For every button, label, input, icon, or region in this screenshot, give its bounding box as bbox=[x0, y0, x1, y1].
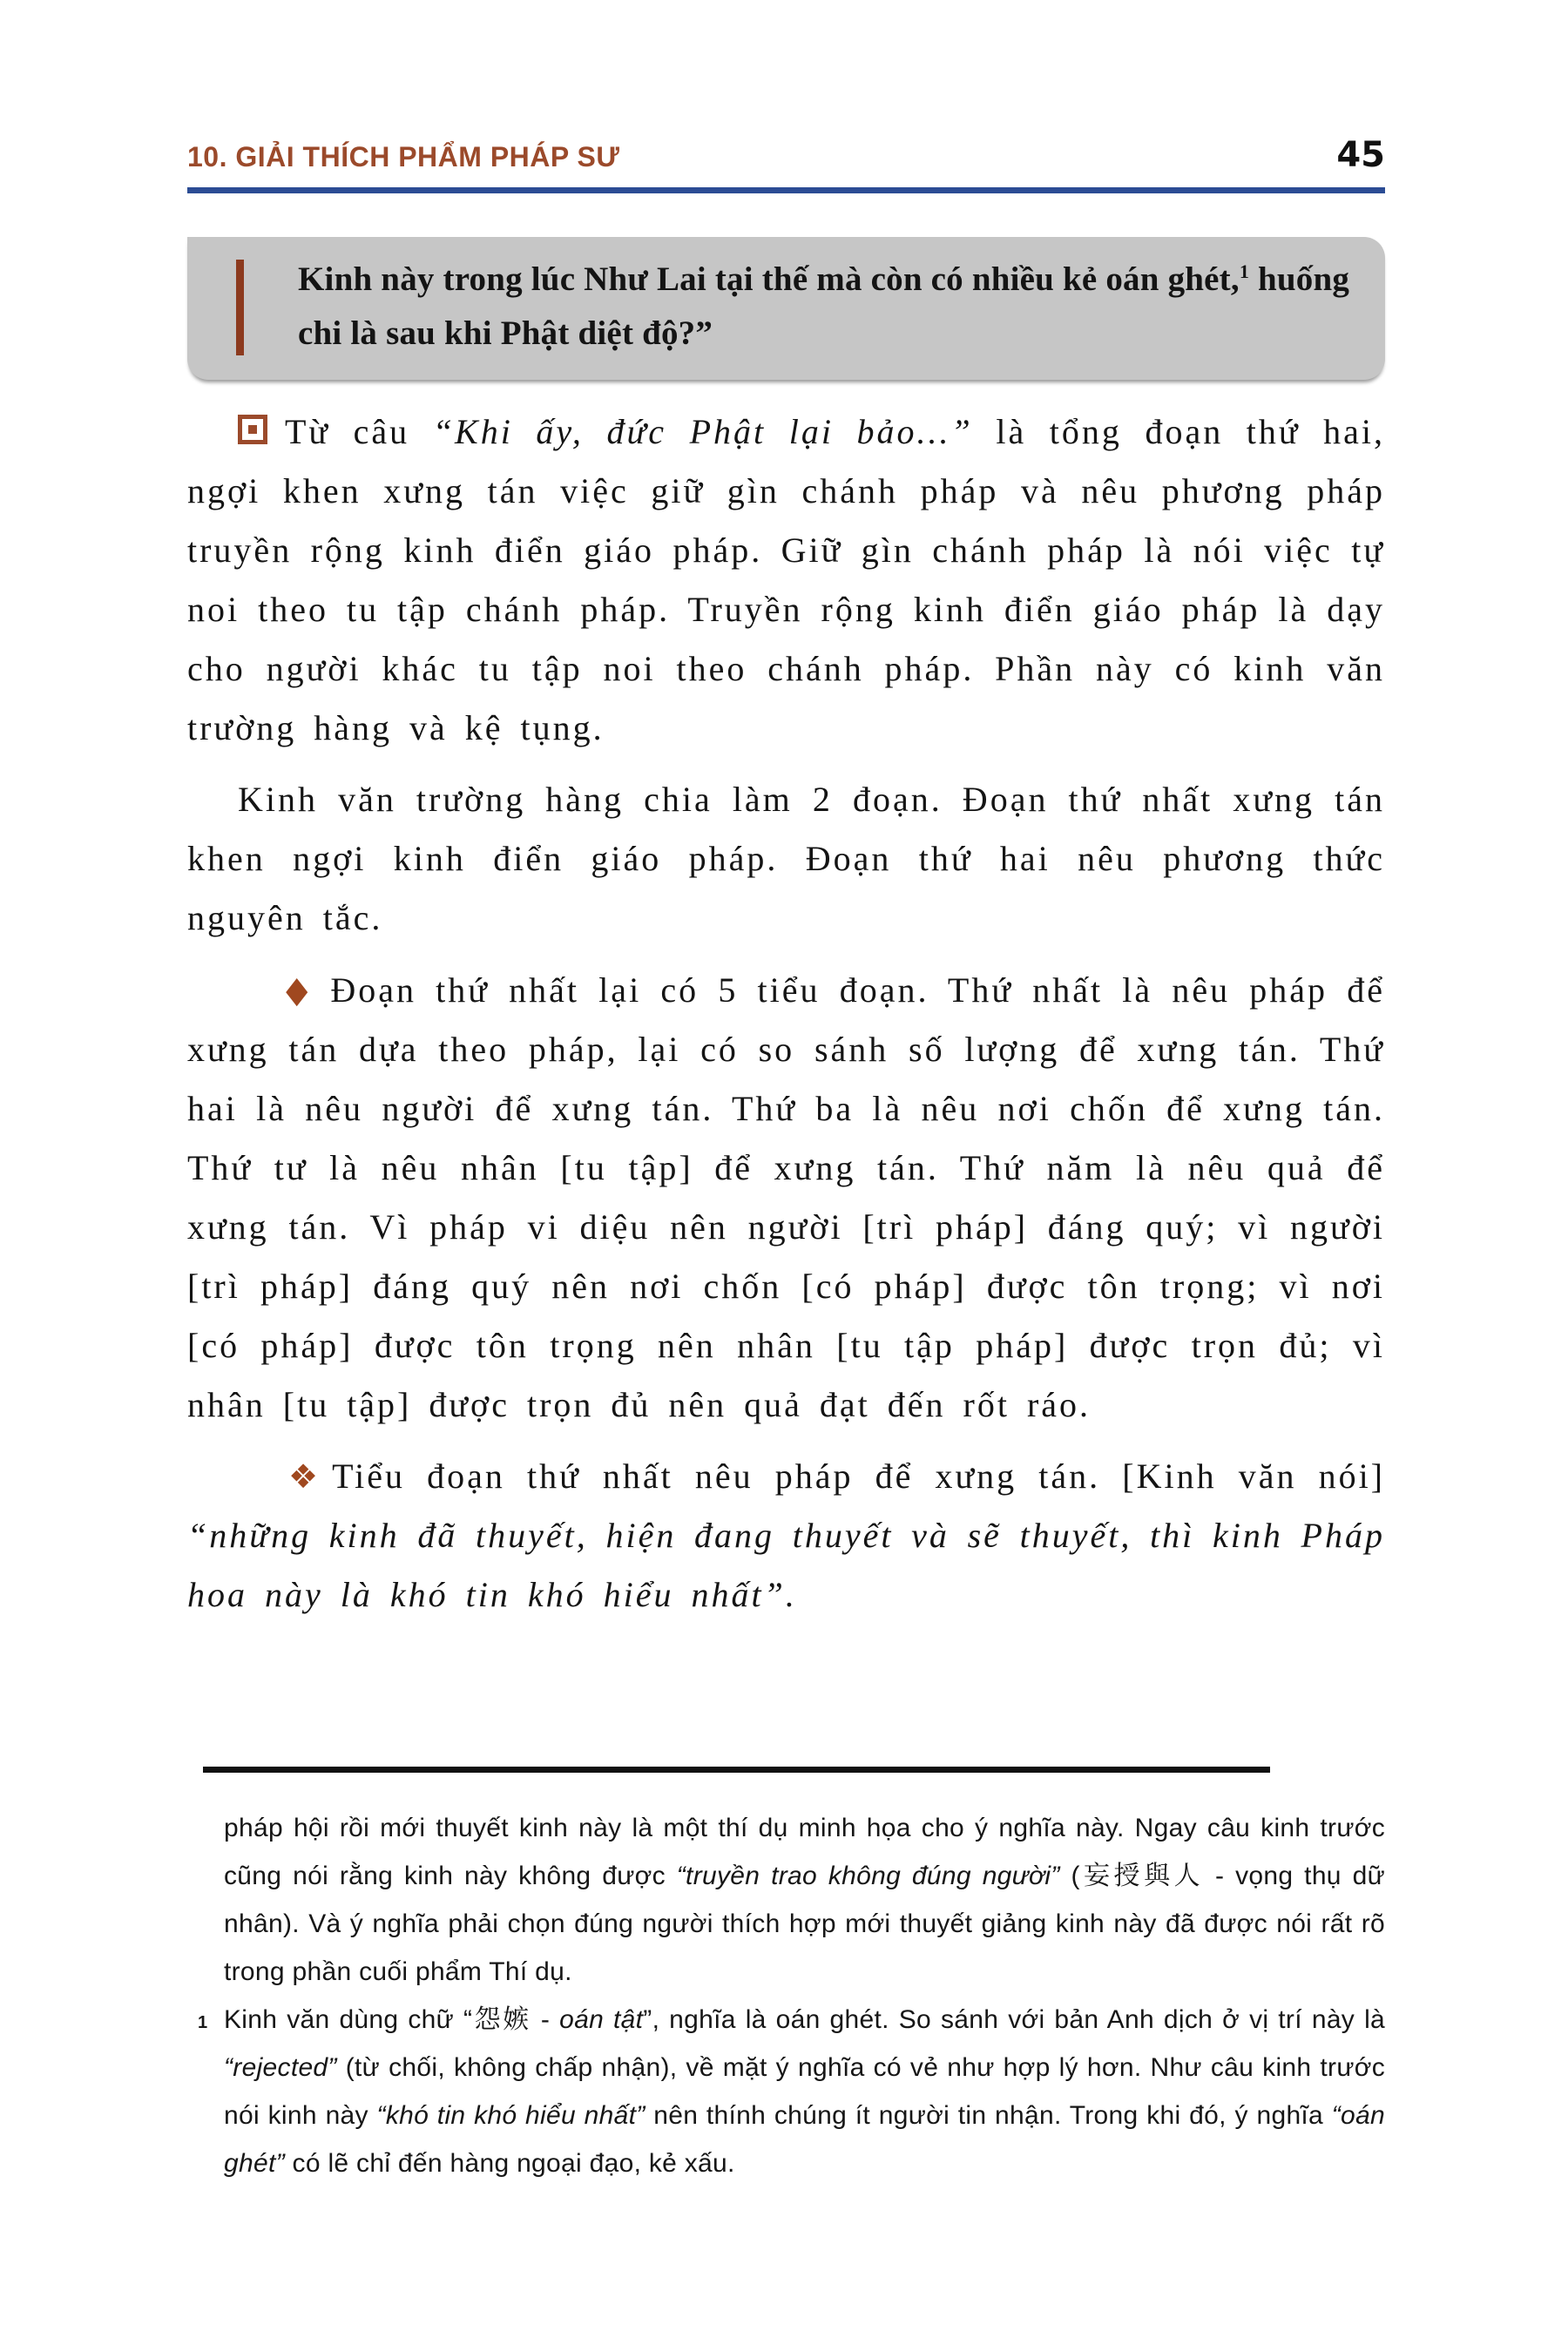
footnote-separator bbox=[203, 1767, 1270, 1773]
footnote-continuation bbox=[187, 1804, 1385, 1996]
quote-text-after-ref: huống chi là sau khi Phật diệt độ?” bbox=[298, 260, 1350, 352]
text-segment: là tổng đoạn thứ hai, ngợi khen xưng tán việc giữ gìn chánh pháp và nêu phương pháp truyền rộng kinh điển giáo pháp. Giữ gìn chánh pháp là nói việc tự noi theo tu tập chánh pháp. Truyền rộng kinh điển giáo pháp là dạy cho người khác tu tập noi theo chánh pháp. Phần này có kinh văn trường hàng và kệ tụng. bbox=[187, 412, 1386, 747]
quote-box bbox=[187, 237, 1385, 380]
page-number: 45 bbox=[1336, 135, 1385, 175]
italic-text-segment: “Khi ấy, đức Phật lại bảo...” bbox=[432, 412, 973, 451]
square-bullet-icon bbox=[238, 415, 267, 444]
italic-text-segment: “những kinh đã thuyết, hiện đang thuyết và sẽ thuyết, thì kinh Pháp hoa này là khó tin khó hiểu nhất”. bbox=[187, 1516, 1385, 1614]
page-header bbox=[187, 135, 1385, 175]
paragraph bbox=[187, 1447, 1385, 1625]
footnote-section bbox=[187, 1767, 1385, 2187]
text-segment: nên thính chúng ít người tin nhận. Trong khi đó, ý nghĩa bbox=[645, 2101, 1332, 2130]
quote-text-before-ref: Kinh này trong lúc Như Lai tại thế mà còn có nhiều kẻ oán ghét, bbox=[298, 260, 1240, 298]
quote-left-bar-icon bbox=[236, 260, 244, 355]
footnote-marker: 1 bbox=[198, 2013, 208, 2032]
text-segment: Từ câu bbox=[285, 412, 433, 451]
text-segment: (妄授與人 - vọng thụ dữ nhân). Và ý nghĩa phải chọn đúng người thích hợp mới thuyết giảng kinh này đã được nói rất rõ trong phần cuối phẩm Thí dụ. bbox=[224, 1862, 1386, 1986]
four-diamonds-bullet-icon: ❖ bbox=[288, 1457, 319, 1496]
paragraph bbox=[187, 960, 1385, 1435]
italic-text-segment: oán tật bbox=[559, 2005, 644, 2034]
paragraph bbox=[187, 402, 1385, 758]
diamond-bullet-icon: ◆ bbox=[286, 968, 308, 1010]
text-segment: Tiểu đoạn thứ nhất nêu pháp để xưng tán. [Kinh văn nói] bbox=[332, 1456, 1385, 1496]
italic-text-segment: “rejected” bbox=[224, 2053, 337, 2082]
italic-text-segment: “khó tin khó hiểu nhất” bbox=[376, 2101, 645, 2130]
text-segment: Kinh văn trường hàng chia làm 2 đoạn. Đoạn thứ nhất xưng tán khen ngợi kinh điển giáo pháp. Đoạn thứ hai nêu phương thức nguyên tắc. bbox=[187, 780, 1385, 937]
header-rule bbox=[187, 187, 1385, 193]
chapter-running-head: 10. GIẢI THÍCH PHẨM PHÁP SƯ bbox=[187, 141, 620, 172]
text-segment: Kinh văn dùng chữ “怨嫉 - bbox=[224, 2005, 560, 2034]
body-text bbox=[187, 402, 1385, 1625]
text-segment: Đoạn thứ nhất lại có 5 tiểu đoạn. Thứ nhất là nêu pháp để xưng tán dựa theo pháp, lại có so sánh số lượng để xưng tán. Thứ hai là nêu người để xưng tán. Thứ ba là nêu nơi chốn để xưng tán. Thứ tư là nêu nhân [tu tập] để xưng tán. Thứ năm là nêu quả để xưng tán. Vì pháp vi diệu nên người [trì pháp] đáng quý; vì người [trì pháp] đáng quý nên nơi chốn [có pháp] được tôn trọng; vì nơi [có pháp] được tôn trọng nên nhân [tu tập pháp] được trọn đủ; vì nhân [tu tập] được trọn đủ nên quả đạt đến rốt ráo. bbox=[187, 970, 1385, 1424]
italic-text-segment: “truyền trao không đúng người” bbox=[676, 1862, 1060, 1890]
footnotes-list bbox=[187, 1804, 1385, 2187]
quote-text bbox=[298, 253, 1357, 361]
text-segment: (từ chối, không chấp nhận), về mặt ý nghĩa có vẻ như hợp lý hơn. Như câu kinh trước nói kinh này bbox=[224, 2053, 1385, 2130]
footnote-ref-superscript: 1 bbox=[1239, 260, 1250, 282]
paragraph bbox=[187, 770, 1385, 948]
text-segment: ”, nghĩa là oán ghét. So sánh với bản Anh dịch ở vị trí này là bbox=[643, 2005, 1386, 2034]
text-segment: pháp hội rồi mới thuyết kinh này là một thí dụ minh họa cho ý nghĩa này. Ngay câu kinh trước cũng nói rằng kinh này không được bbox=[224, 1814, 1385, 1890]
footnote-item bbox=[187, 1996, 1385, 2187]
italic-text-segment: “oán ghét” bbox=[224, 2101, 1385, 2178]
text-segment: có lẽ chỉ đến hàng ngoại đạo, kẻ xấu. bbox=[284, 2149, 735, 2178]
